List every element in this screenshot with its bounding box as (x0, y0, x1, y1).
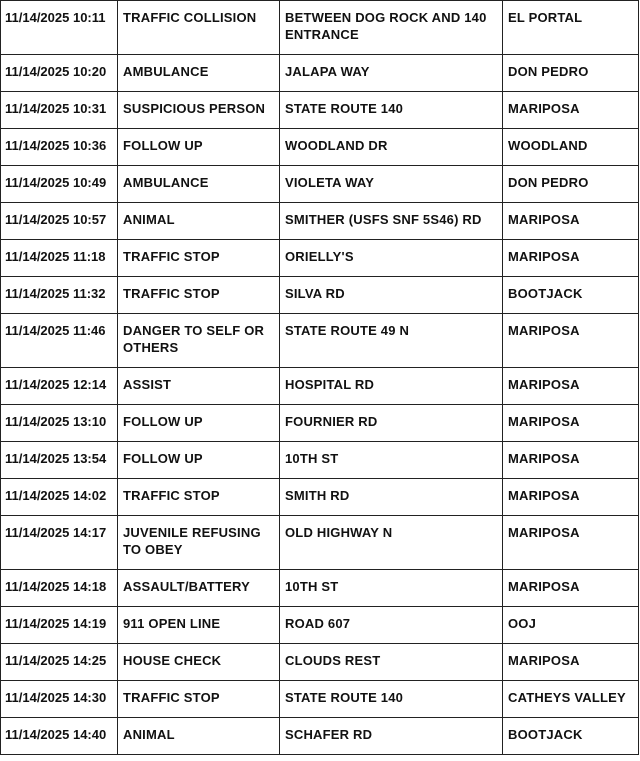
datetime-cell: 11/14/2025 10:36 (1, 129, 118, 166)
table-row (1, 442, 639, 479)
datetime-cell: 11/14/2025 11:32 (1, 277, 118, 314)
datetime-cell: 11/14/2025 10:49 (1, 166, 118, 203)
city-cell: MARIPOSA (503, 368, 639, 405)
call-type-cell: ANIMAL (118, 718, 280, 755)
table-row (1, 92, 639, 129)
table-row (1, 55, 639, 92)
table-row (1, 240, 639, 277)
datetime-cell: 11/14/2025 14:25 (1, 644, 118, 681)
city-cell: MARIPOSA (503, 516, 639, 570)
call-type-cell: FOLLOW UP (118, 129, 280, 166)
call-type-cell: SUSPICIOUS PERSON (118, 92, 280, 129)
datetime-cell: 11/14/2025 14:17 (1, 516, 118, 570)
datetime-cell: 11/14/2025 10:57 (1, 203, 118, 240)
table-row (1, 277, 639, 314)
table-row (1, 718, 639, 755)
city-cell: WOODLAND (503, 129, 639, 166)
datetime-cell: 11/14/2025 14:40 (1, 718, 118, 755)
call-type-cell: FOLLOW UP (118, 405, 280, 442)
datetime-cell: 11/14/2025 12:14 (1, 368, 118, 405)
city-cell: BOOTJACK (503, 718, 639, 755)
datetime-cell: 11/14/2025 13:54 (1, 442, 118, 479)
city-cell: EL PORTAL (503, 1, 639, 55)
call-type-cell: TRAFFIC STOP (118, 277, 280, 314)
city-cell: MARIPOSA (503, 240, 639, 277)
datetime-cell: 11/14/2025 14:30 (1, 681, 118, 718)
call-type-cell: DANGER TO SELF OR OTHERS (118, 314, 280, 368)
table-row (1, 681, 639, 718)
table-row (1, 479, 639, 516)
table-row (1, 314, 639, 368)
table-row (1, 516, 639, 570)
location-cell: HOSPITAL RD (280, 368, 503, 405)
call-type-cell: HOUSE CHECK (118, 644, 280, 681)
city-cell: MARIPOSA (503, 570, 639, 607)
datetime-cell: 11/14/2025 13:10 (1, 405, 118, 442)
location-cell: ROAD 607 (280, 607, 503, 644)
city-cell: CATHEYS VALLEY (503, 681, 639, 718)
location-cell: ORIELLY'S (280, 240, 503, 277)
location-cell: STATE ROUTE 140 (280, 92, 503, 129)
location-cell: SMITH RD (280, 479, 503, 516)
datetime-cell: 11/14/2025 14:18 (1, 570, 118, 607)
location-cell: FOURNIER RD (280, 405, 503, 442)
city-cell: MARIPOSA (503, 644, 639, 681)
call-type-cell: TRAFFIC STOP (118, 681, 280, 718)
datetime-cell: 11/14/2025 10:20 (1, 55, 118, 92)
datetime-cell: 11/14/2025 11:46 (1, 314, 118, 368)
call-type-cell: AMBULANCE (118, 166, 280, 203)
table-row (1, 129, 639, 166)
city-cell: MARIPOSA (503, 314, 639, 368)
datetime-cell: 11/14/2025 14:02 (1, 479, 118, 516)
city-cell: MARIPOSA (503, 479, 639, 516)
location-cell: SILVA RD (280, 277, 503, 314)
table-row (1, 368, 639, 405)
datetime-cell: 11/14/2025 10:11 (1, 1, 118, 55)
city-cell: MARIPOSA (503, 203, 639, 240)
table-row (1, 607, 639, 644)
location-cell: 10TH ST (280, 570, 503, 607)
location-cell: OLD HIGHWAY N (280, 516, 503, 570)
location-cell: BETWEEN DOG ROCK AND 140 ENTRANCE (280, 1, 503, 55)
city-cell: DON PEDRO (503, 166, 639, 203)
call-type-cell: TRAFFIC STOP (118, 240, 280, 277)
location-cell: SCHAFER RD (280, 718, 503, 755)
call-type-cell: TRAFFIC STOP (118, 479, 280, 516)
table-row (1, 405, 639, 442)
datetime-cell: 11/14/2025 14:19 (1, 607, 118, 644)
table-row (1, 203, 639, 240)
table-row (1, 1, 639, 55)
location-cell: CLOUDS REST (280, 644, 503, 681)
call-type-cell: ASSAULT/BATTERY (118, 570, 280, 607)
city-cell: BOOTJACK (503, 277, 639, 314)
location-cell: STATE ROUTE 49 N (280, 314, 503, 368)
location-cell: VIOLETA WAY (280, 166, 503, 203)
city-cell: MARIPOSA (503, 442, 639, 479)
city-cell: DON PEDRO (503, 55, 639, 92)
datetime-cell: 11/14/2025 11:18 (1, 240, 118, 277)
call-type-cell: FOLLOW UP (118, 442, 280, 479)
location-cell: WOODLAND DR (280, 129, 503, 166)
table-row (1, 570, 639, 607)
location-cell: 10TH ST (280, 442, 503, 479)
call-type-cell: TRAFFIC COLLISION (118, 1, 280, 55)
location-cell: JALAPA WAY (280, 55, 503, 92)
call-type-cell: ASSIST (118, 368, 280, 405)
location-cell: SMITHER (USFS SNF 5S46) RD (280, 203, 503, 240)
city-cell: OOJ (503, 607, 639, 644)
location-cell: STATE ROUTE 140 (280, 681, 503, 718)
table-row (1, 166, 639, 203)
table-row (1, 644, 639, 681)
datetime-cell: 11/14/2025 10:31 (1, 92, 118, 129)
call-type-cell: 911 OPEN LINE (118, 607, 280, 644)
call-type-cell: ANIMAL (118, 203, 280, 240)
call-type-cell: AMBULANCE (118, 55, 280, 92)
call-type-cell: JUVENILE REFUSING TO OBEY (118, 516, 280, 570)
city-cell: MARIPOSA (503, 405, 639, 442)
city-cell: MARIPOSA (503, 92, 639, 129)
